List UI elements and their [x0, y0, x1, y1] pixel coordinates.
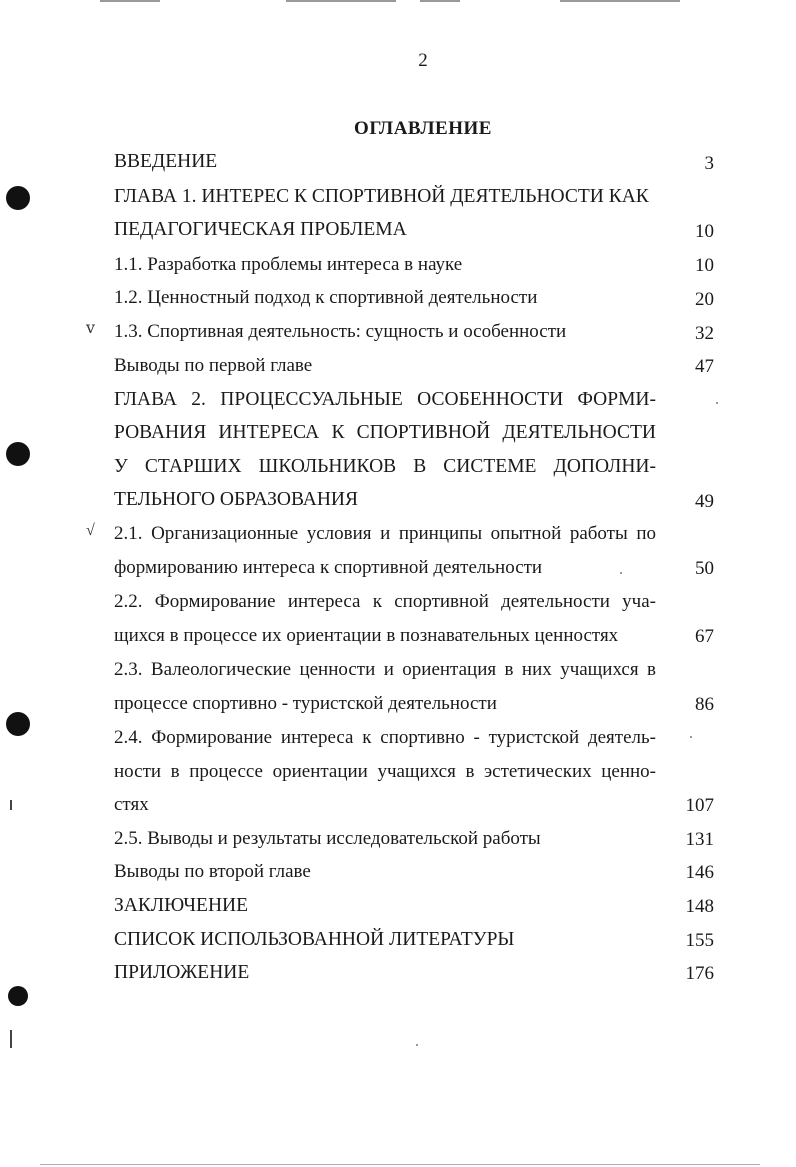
toc-entry-chapter-2-cont: У СТАРШИХ ШКОЛЬНИКОВ В СИСТЕМЕ ДОПОЛНИ- — [114, 456, 656, 477]
toc-entry-section-2-3-cont: процессе спортивно - туристской деятельности — [114, 693, 497, 714]
scan-speck — [690, 736, 692, 738]
toc-entry-section-1-1: 1.1. Разработка проблемы интереса в науке — [114, 254, 463, 275]
page-number: 2 — [418, 50, 428, 71]
toc-entry-section-1-3: 1.3. Спортивная деятельность: сущность и особенности — [114, 321, 567, 342]
toc-page-number: 3 — [704, 153, 714, 174]
toc-entry-chapter-1: ГЛАВА 1. ИНТЕРЕС К СПОРТИВНОЙ ДЕЯТЕЛЬНОСТИ КАК — [114, 186, 649, 207]
toc-entry-chapter-1-cont: ПЕДАГОГИЧЕСКАЯ ПРОБЛЕМА — [114, 219, 407, 240]
toc-entry-chapter-2: ГЛАВА 2. ПРОЦЕССУАЛЬНЫЕ ОСОБЕННОСТИ ФОРМИ- — [114, 389, 656, 410]
toc-page-number: 67 — [695, 626, 714, 647]
toc-page-number: 176 — [685, 963, 714, 984]
toc-page-number: 10 — [695, 255, 714, 276]
scan-speck — [416, 1044, 418, 1046]
toc-page-number: 131 — [685, 829, 714, 850]
scan-edge-left — [10, 1030, 12, 1048]
toc-entry-appendix: ПРИЛОЖЕНИЕ — [114, 962, 250, 983]
toc-page-number: 107 — [685, 795, 714, 816]
toc-page-number: 50 — [695, 558, 714, 579]
toc-entry-chapter-2-cont: ТЕЛЬНОГО ОБРАЗОВАНИЯ — [114, 489, 359, 510]
toc-page-number: 86 — [695, 694, 714, 715]
toc-entry-section-2-1: 2.1. Организационные условия и принципы опытной работы по — [114, 523, 656, 544]
toc-entry-section-2-4-cont: стях — [114, 794, 149, 815]
binder-hole — [6, 442, 30, 466]
scan-speck — [716, 402, 718, 404]
scan-edge-top-1 — [100, 0, 160, 2]
toc-entry-chapter-1-conclusions: Выводы по первой главе — [114, 355, 313, 376]
toc-entry-section-2-3: 2.3. Валеологические ценности и ориентация в них учащихся в — [114, 659, 656, 680]
margin-tick-mark: ⅴ — [86, 320, 96, 337]
toc-entry-chapter-2-cont: РОВАНИЯ ИНТЕРЕСА К СПОРТИВНОЙ ДЕЯТЕЛЬНОСТИ — [114, 422, 656, 443]
binder-hole — [8, 986, 28, 1006]
toc-page-number: 49 — [695, 491, 714, 512]
toc-entry-section-1-2: 1.2. Ценностный подход к спортивной деятельности — [114, 287, 538, 308]
toc-entry-section-2-4-cont: ности в процессе ориентации учащихся в эстетических ценно- — [114, 761, 656, 782]
binder-hole — [6, 712, 30, 736]
toc-entry-section-2-1-cont: формированию интереса к спортивной деятельности — [114, 557, 543, 578]
scan-edge-top-2 — [286, 0, 396, 2]
toc-entry-section-2-2-cont: щихся в процессе их ориентации в познавательных ценностях — [114, 625, 619, 646]
toc-page-number: 155 — [685, 930, 714, 951]
toc-entry-conclusion: ЗАКЛЮЧЕНИЕ — [114, 895, 249, 916]
scan-edge-top-4 — [560, 0, 680, 2]
scan-edge-top-3 — [420, 0, 460, 2]
toc-entry-section-2-2: 2.2. Формирование интереса к спортивной деятельности уча- — [114, 591, 656, 612]
scan-edge-left-2 — [10, 800, 12, 810]
toc-title: ОГЛАВЛЕНИЕ — [354, 118, 492, 139]
toc-page-number: 148 — [685, 896, 714, 917]
toc-entry-section-2-4: 2.4. Формирование интереса к спортивно - туристской деятель- — [114, 727, 656, 748]
toc-page-number: 10 — [695, 221, 714, 242]
toc-page-number: 47 — [695, 356, 714, 377]
toc-entry-section-2-5: 2.5. Выводы и результаты исследовательской работы — [114, 828, 541, 849]
toc-entry-chapter-2-conclusions: Выводы по второй главе — [114, 861, 311, 882]
toc-entry-bibliography: СПИСОК ИСПОЛЬЗОВАННОЙ ЛИТЕРАТУРЫ — [114, 929, 515, 950]
scan-edge-bottom — [40, 1164, 760, 1165]
toc-page-number: 20 — [695, 289, 714, 310]
binder-hole — [6, 186, 30, 210]
toc-page-number: 32 — [695, 323, 714, 344]
toc-entry-introduction: ВВЕДЕНИЕ — [114, 151, 218, 172]
toc-page-number: 146 — [685, 862, 714, 883]
margin-tick-mark: √ — [86, 522, 95, 539]
